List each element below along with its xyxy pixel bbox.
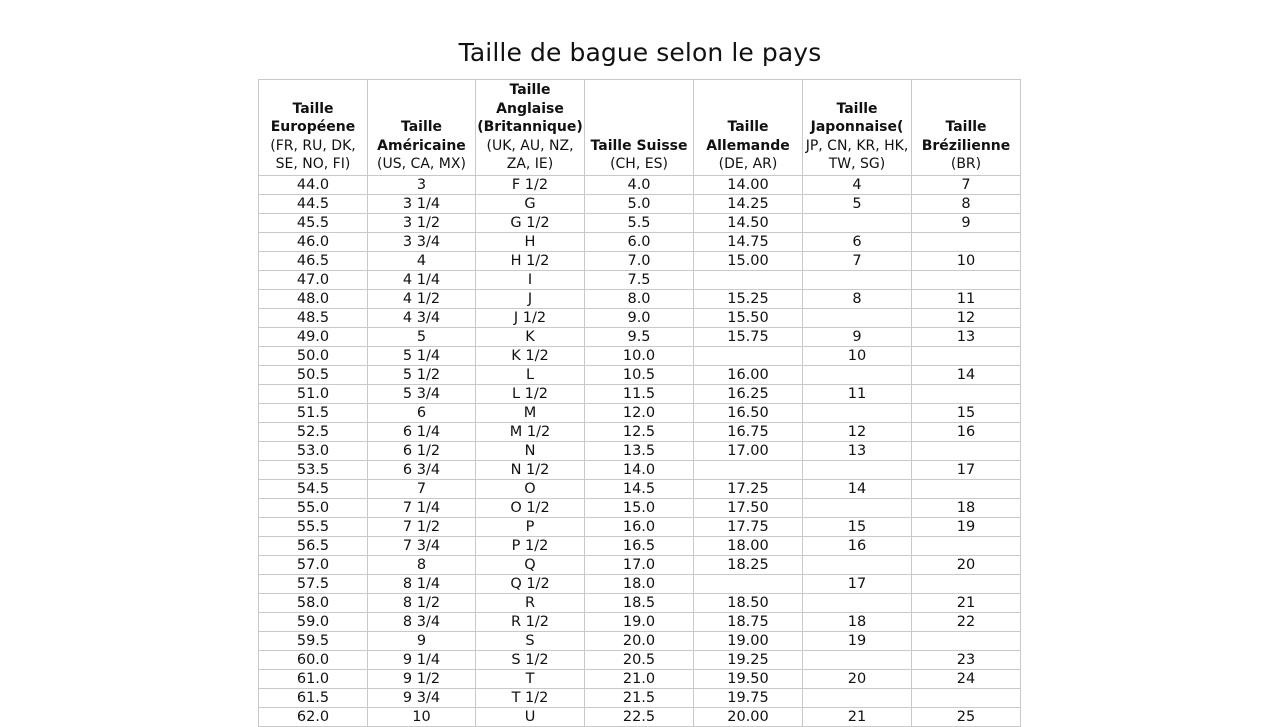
table-row [259,233,1021,252]
cell-japanese: 20 [803,670,912,689]
cell-european: 44.0 [259,176,368,195]
cell-american: 7 3/4 [368,537,476,556]
table-row [259,195,1021,214]
cell-german: 17.00 [694,442,803,461]
cell-japanese: 14 [803,480,912,499]
table-body [259,176,1021,727]
cell-brazilian [912,385,1021,404]
header-countries: (CH, ES) [610,156,668,173]
cell-swiss: 22.5 [585,708,694,727]
cell-german: 16.50 [694,404,803,423]
page-title: Taille de bague selon le pays [458,38,822,67]
cell-european: 44.5 [259,195,368,214]
cell-japanese [803,366,912,385]
cell-brazilian [912,480,1021,499]
header-german [694,80,803,176]
cell-german: 16.75 [694,423,803,442]
cell-swiss: 19.0 [585,613,694,632]
cell-japanese [803,461,912,480]
cell-japanese [803,651,912,670]
cell-brazilian [912,442,1021,461]
cell-japanese: 9 [803,328,912,347]
cell-swiss: 12.5 [585,423,694,442]
cell-american: 5 [368,328,476,347]
cell-german: 19.50 [694,670,803,689]
cell-european: 56.5 [259,537,368,556]
table-row [259,252,1021,271]
cell-swiss: 18.5 [585,594,694,613]
ring-size-table [258,79,1021,727]
cell-german: 18.50 [694,594,803,613]
header-countries: (US, CA, MX) [377,156,466,173]
cell-american: 4 1/4 [368,271,476,290]
cell-british: J [476,290,585,309]
cell-german: 14.75 [694,233,803,252]
cell-brazilian [912,347,1021,366]
table-row [259,575,1021,594]
cell-american: 6 [368,404,476,423]
header-label: Taille Anglaise (Britannique) [477,82,583,136]
cell-japanese: 10 [803,347,912,366]
cell-european: 51.0 [259,385,368,404]
cell-swiss: 10.5 [585,366,694,385]
cell-swiss: 4.0 [585,176,694,195]
cell-brazilian: 21 [912,594,1021,613]
header-label: Taille Brézilienne [921,119,1011,154]
cell-british: L 1/2 [476,385,585,404]
table-row [259,271,1021,290]
cell-brazilian: 9 [912,214,1021,233]
header-swiss [585,80,694,176]
cell-swiss: 5.0 [585,195,694,214]
cell-european: 53.0 [259,442,368,461]
cell-swiss: 7.5 [585,271,694,290]
cell-german: 19.25 [694,651,803,670]
cell-british: M [476,404,585,423]
cell-american: 3 [368,176,476,195]
cell-european: 49.0 [259,328,368,347]
cell-brazilian: 14 [912,366,1021,385]
cell-brazilian: 25 [912,708,1021,727]
cell-german: 17.25 [694,480,803,499]
cell-german: 14.25 [694,195,803,214]
cell-brazilian: 24 [912,670,1021,689]
cell-japanese [803,556,912,575]
cell-european: 45.5 [259,214,368,233]
cell-swiss: 10.0 [585,347,694,366]
cell-swiss: 7.0 [585,252,694,271]
cell-british: O [476,480,585,499]
table-row [259,613,1021,632]
cell-european: 53.5 [259,461,368,480]
header-label: Taille Suisse [590,137,688,154]
table-row [259,461,1021,480]
cell-american: 8 1/4 [368,575,476,594]
cell-japanese [803,214,912,233]
cell-american: 3 1/4 [368,195,476,214]
header-japanese [803,80,912,176]
cell-swiss: 9.5 [585,328,694,347]
cell-american: 4 1/2 [368,290,476,309]
table-row [259,594,1021,613]
cell-european: 58.0 [259,594,368,613]
cell-brazilian: 23 [912,651,1021,670]
cell-british: G [476,195,585,214]
header-label: Taille Américaine [377,119,466,154]
cell-brazilian: 7 [912,176,1021,195]
cell-swiss: 8.0 [585,290,694,309]
cell-german: 15.50 [694,309,803,328]
cell-german: 16.00 [694,366,803,385]
table-row [259,480,1021,499]
cell-brazilian: 22 [912,613,1021,632]
cell-german: 17.75 [694,518,803,537]
cell-european: 50.0 [259,347,368,366]
cell-european: 57.5 [259,575,368,594]
cell-american: 4 [368,252,476,271]
cell-european: 46.0 [259,233,368,252]
cell-brazilian [912,271,1021,290]
cell-japanese [803,499,912,518]
cell-american: 5 1/4 [368,347,476,366]
cell-british: S 1/2 [476,651,585,670]
cell-german: 18.25 [694,556,803,575]
cell-brazilian: 8 [912,195,1021,214]
cell-brazilian: 19 [912,518,1021,537]
cell-brazilian: 18 [912,499,1021,518]
cell-british: J 1/2 [476,309,585,328]
cell-japanese: 21 [803,708,912,727]
header-countries: (BR) [950,156,982,173]
cell-british: U [476,708,585,727]
cell-swiss: 12.0 [585,404,694,423]
cell-swiss: 14.0 [585,461,694,480]
cell-european: 62.0 [259,708,368,727]
cell-british: K [476,328,585,347]
cell-german: 15.00 [694,252,803,271]
cell-japanese: 8 [803,290,912,309]
cell-brazilian: 16 [912,423,1021,442]
table-row [259,347,1021,366]
cell-swiss: 9.0 [585,309,694,328]
header-british [476,80,585,176]
cell-european: 55.0 [259,499,368,518]
cell-swiss: 6.0 [585,233,694,252]
cell-japanese: 18 [803,613,912,632]
table-row [259,518,1021,537]
cell-british: T 1/2 [476,689,585,708]
cell-swiss: 17.0 [585,556,694,575]
cell-japanese: 5 [803,195,912,214]
table-row [259,309,1021,328]
cell-american: 8 3/4 [368,613,476,632]
header-brazilian [912,80,1021,176]
cell-japanese [803,689,912,708]
header-label: Taille Allemande [706,119,790,154]
cell-european: 52.5 [259,423,368,442]
cell-european: 59.0 [259,613,368,632]
cell-japanese: 7 [803,252,912,271]
table-row [259,290,1021,309]
table-row [259,366,1021,385]
cell-american: 6 3/4 [368,461,476,480]
cell-japanese: 15 [803,518,912,537]
cell-british: I [476,271,585,290]
cell-european: 59.5 [259,632,368,651]
table-row [259,499,1021,518]
cell-european: 55.5 [259,518,368,537]
cell-german [694,271,803,290]
cell-british: M 1/2 [476,423,585,442]
cell-swiss: 20.5 [585,651,694,670]
cell-german: 17.50 [694,499,803,518]
cell-american: 7 [368,480,476,499]
table-row [259,442,1021,461]
cell-japanese: 16 [803,537,912,556]
cell-british: Q [476,556,585,575]
cell-swiss: 21.5 [585,689,694,708]
header-countries: (FR, RU, DK, SE, NO, FI) [270,137,356,173]
cell-british: G 1/2 [476,214,585,233]
cell-british: T [476,670,585,689]
cell-british: R [476,594,585,613]
cell-german: 18.75 [694,613,803,632]
cell-german: 20.00 [694,708,803,727]
cell-british: L [476,366,585,385]
cell-american: 5 3/4 [368,385,476,404]
cell-japanese: 12 [803,423,912,442]
table-row [259,423,1021,442]
cell-european: 60.0 [259,651,368,670]
cell-american: 10 [368,708,476,727]
cell-american: 4 3/4 [368,309,476,328]
cell-british: N 1/2 [476,461,585,480]
cell-german: 16.25 [694,385,803,404]
cell-swiss: 13.5 [585,442,694,461]
cell-german [694,461,803,480]
cell-american: 7 1/2 [368,518,476,537]
cell-american: 9 1/4 [368,651,476,670]
cell-swiss: 20.0 [585,632,694,651]
header-label: Taille Japonnaise( [810,100,904,136]
cell-british: K 1/2 [476,347,585,366]
cell-japanese: 19 [803,632,912,651]
cell-german: 18.00 [694,537,803,556]
cell-european: 48.5 [259,309,368,328]
cell-german: 15.25 [694,290,803,309]
cell-swiss: 5.5 [585,214,694,233]
cell-brazilian: 10 [912,252,1021,271]
cell-american: 5 1/2 [368,366,476,385]
cell-american: 9 1/2 [368,670,476,689]
cell-brazilian: 20 [912,556,1021,575]
cell-brazilian [912,632,1021,651]
cell-swiss: 21.0 [585,670,694,689]
cell-british: R 1/2 [476,613,585,632]
table-row [259,670,1021,689]
cell-british: F 1/2 [476,176,585,195]
cell-american: 6 1/2 [368,442,476,461]
cell-british: N [476,442,585,461]
cell-american: 9 3/4 [368,689,476,708]
cell-german: 14.00 [694,176,803,195]
cell-japanese [803,594,912,613]
cell-brazilian: 13 [912,328,1021,347]
cell-german: 14.50 [694,214,803,233]
cell-european: 57.0 [259,556,368,575]
cell-japanese: 17 [803,575,912,594]
cell-japanese [803,404,912,423]
cell-german: 19.00 [694,632,803,651]
cell-american: 9 [368,632,476,651]
cell-swiss: 18.0 [585,575,694,594]
cell-european: 61.5 [259,689,368,708]
cell-japanese: 6 [803,233,912,252]
cell-british: S [476,632,585,651]
cell-european: 47.0 [259,271,368,290]
table-row [259,328,1021,347]
table-row [259,689,1021,708]
cell-european: 48.0 [259,290,368,309]
cell-brazilian [912,537,1021,556]
cell-american: 8 [368,556,476,575]
cell-american: 8 1/2 [368,594,476,613]
cell-british: O 1/2 [476,499,585,518]
table-row [259,176,1021,195]
cell-european: 54.5 [259,480,368,499]
cell-japanese: 11 [803,385,912,404]
cell-brazilian [912,689,1021,708]
cell-american: 3 1/2 [368,214,476,233]
cell-swiss: 15.0 [585,499,694,518]
cell-swiss: 14.5 [585,480,694,499]
cell-brazilian: 15 [912,404,1021,423]
cell-german: 15.75 [694,328,803,347]
cell-american: 3 3/4 [368,233,476,252]
table-row [259,651,1021,670]
cell-japanese: 13 [803,442,912,461]
header-american [368,80,476,176]
cell-japanese [803,271,912,290]
cell-swiss: 11.5 [585,385,694,404]
cell-japanese [803,309,912,328]
cell-european: 51.5 [259,404,368,423]
table-row [259,556,1021,575]
cell-brazilian [912,575,1021,594]
cell-british: H 1/2 [476,252,585,271]
cell-japanese: 4 [803,176,912,195]
header-countries: JP, CN, KR, HK, TW, SG) [805,137,909,173]
cell-european: 50.5 [259,366,368,385]
cell-brazilian: 12 [912,309,1021,328]
cell-american: 7 1/4 [368,499,476,518]
cell-german: 19.75 [694,689,803,708]
cell-german [694,575,803,594]
cell-swiss: 16.5 [585,537,694,556]
cell-brazilian: 11 [912,290,1021,309]
cell-american: 6 1/4 [368,423,476,442]
header-label: Taille Européene [270,100,356,136]
cell-brazilian [912,233,1021,252]
table-row [259,537,1021,556]
table-row [259,632,1021,651]
header-row [259,80,1021,176]
cell-european: 46.5 [259,252,368,271]
table-row [259,404,1021,423]
cell-brazilian: 17 [912,461,1021,480]
cell-british: P 1/2 [476,537,585,556]
cell-british: Q 1/2 [476,575,585,594]
cell-british: H [476,233,585,252]
header-european [259,80,368,176]
table-row [259,214,1021,233]
header-countries: (DE, AR) [718,156,778,173]
cell-british: P [476,518,585,537]
cell-european: 61.0 [259,670,368,689]
cell-german [694,347,803,366]
table-row [259,385,1021,404]
header-countries: (UK, AU, NZ, ZA, IE) [486,137,574,173]
cell-swiss: 16.0 [585,518,694,537]
